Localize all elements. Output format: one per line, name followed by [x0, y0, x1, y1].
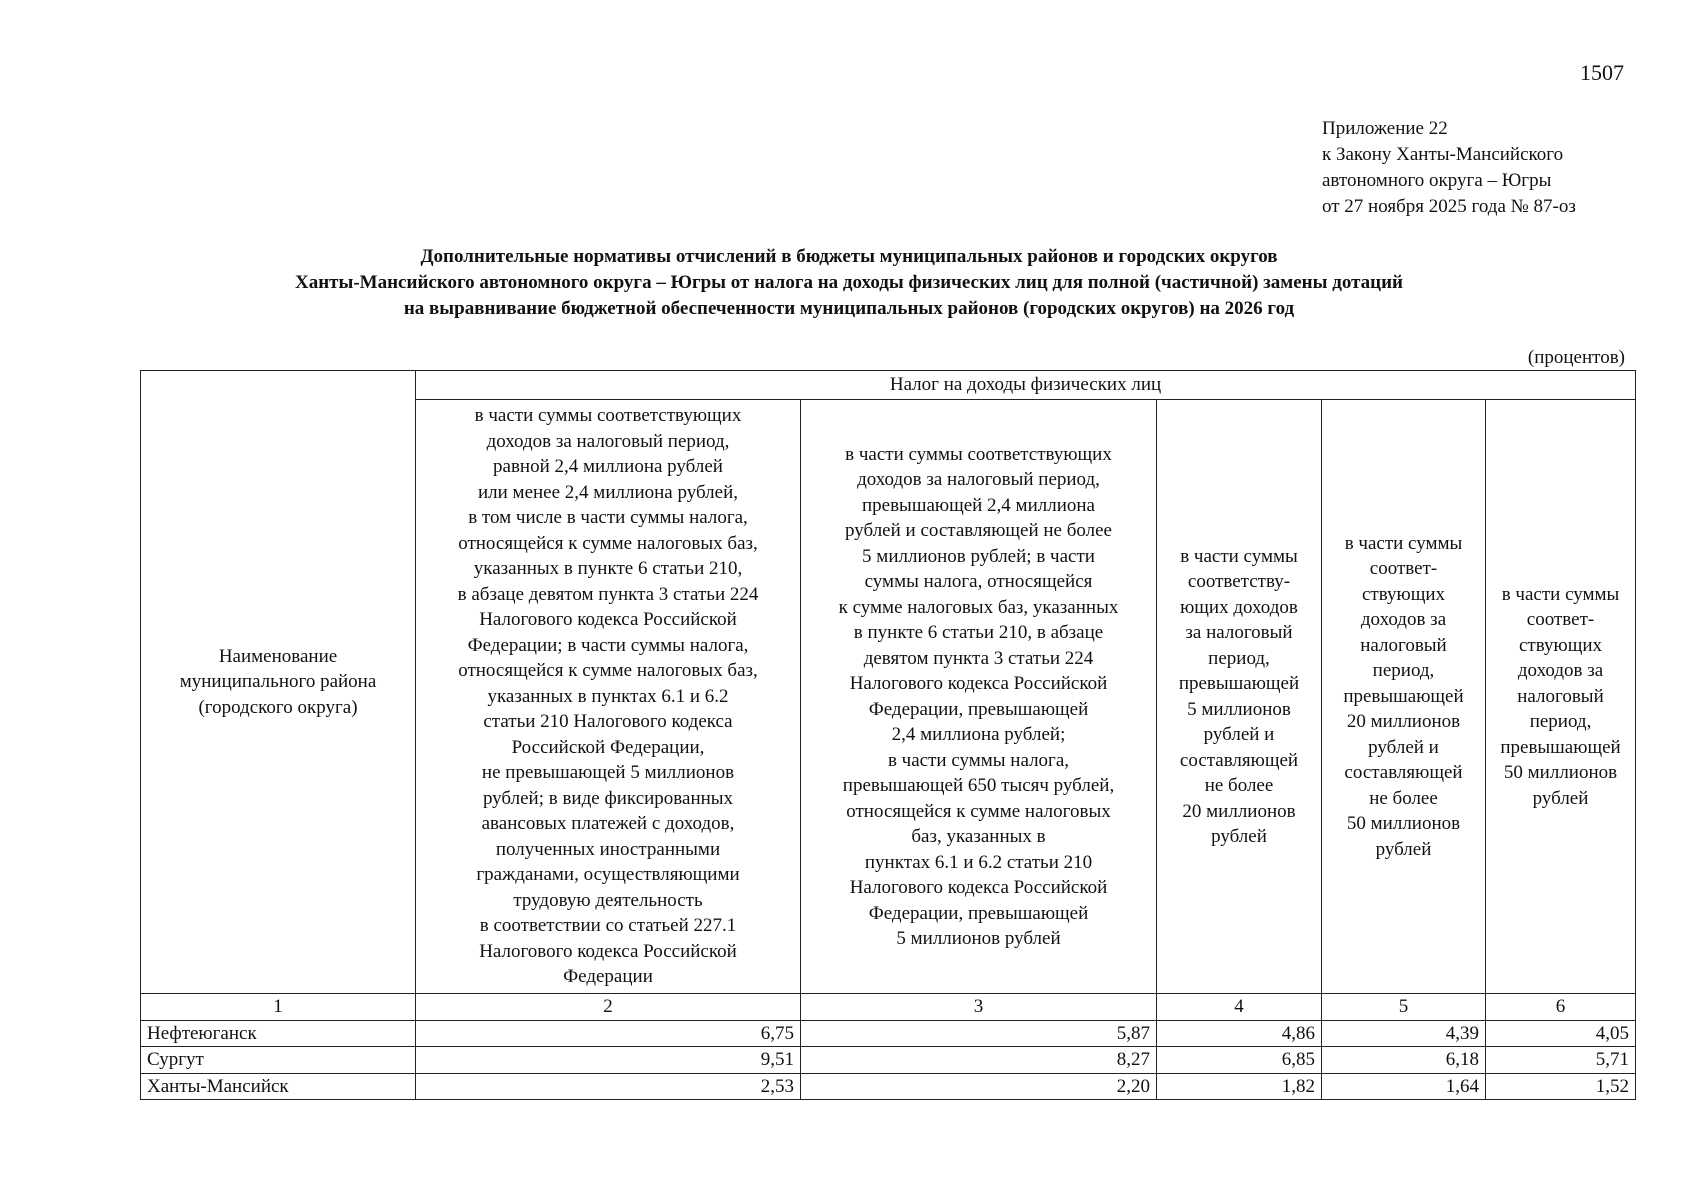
rate-value: 2,53: [416, 1073, 801, 1100]
units-label: (процентов): [1527, 347, 1625, 368]
column-header-4: в части суммы соответству- ющих доходов за налоговый период, превышающей 5 миллионов рублей и составляющей не более 20 миллионов рублей: [1157, 400, 1322, 994]
column-number: 2: [416, 994, 801, 1021]
appendix-line: Приложение 22: [1322, 118, 1448, 139]
rate-value: 6,75: [416, 1020, 801, 1047]
rate-value: 4,05: [1486, 1020, 1636, 1047]
rate-value: 1,82: [1157, 1073, 1322, 1100]
rate-value: 2,20: [801, 1073, 1157, 1100]
appendix-line: от 27 ноября 2025 года № 87-оз: [1322, 196, 1576, 217]
appendix-line: автономного округа – Югры: [1322, 170, 1552, 191]
column-number: 1: [141, 994, 416, 1021]
rate-value: 9,51: [416, 1047, 801, 1074]
header-row: [141, 371, 1636, 400]
municipality-name: Ханты-Мансийск: [141, 1073, 416, 1100]
municipality-name: Нефтеюганск: [141, 1020, 416, 1047]
page-number: 1507: [1580, 60, 1624, 85]
rate-value: 5,87: [801, 1020, 1157, 1047]
rate-value: 1,64: [1322, 1073, 1486, 1100]
rate-value: 8,27: [801, 1047, 1157, 1074]
column-number: 4: [1157, 994, 1322, 1021]
column-number: 6: [1486, 994, 1636, 1021]
tax-group-header: Налог на доходы физических лиц: [416, 371, 1636, 400]
column-number-row: [141, 994, 1636, 1021]
norms-table: [140, 370, 1636, 1100]
municipality-name-header: Наименование муниципального района (городского округа): [141, 371, 416, 994]
table-row: [141, 1047, 1636, 1074]
rate-value: 4,86: [1157, 1020, 1322, 1047]
rate-value: 4,39: [1322, 1020, 1486, 1047]
municipality-name: Сургут: [141, 1047, 416, 1074]
rate-value: 1,52: [1486, 1073, 1636, 1100]
rate-value: 5,71: [1486, 1047, 1636, 1074]
appendix-line: к Закону Ханты-Мансийского: [1322, 144, 1564, 165]
column-number: 5: [1322, 994, 1486, 1021]
table-row: [141, 1020, 1636, 1047]
column-header-6: в части суммы соответ- ствующих доходов за налоговый период, превышающей 50 миллионов рублей: [1486, 400, 1636, 994]
title-line: на выравнивание бюджетной обеспеченности муниципальных районов (городских округов) на 2026 год: [403, 298, 1295, 319]
column-header-3: в части суммы соответствующих доходов за налоговый период, превышающей 2,4 миллиона рублей и составляющей не более 5 миллионов рублей; в части суммы налога, относящейся к сумме налоговых баз, указанных в пункте 6 статьи 210, в абзаце девятом пункта 3 статьи 224 Налогового кодекса Российской Федерации, превышающей 2,4 миллиона рублей; в части суммы налога, превышающей 650 тысяч рублей, относящейся к сумме налоговых баз, указанных в пунктах 6.1 и 6.2 статьи 210 Налогового кодекса Российской Федерации, превышающей 5 миллионов рублей: [801, 400, 1157, 994]
column-header-5: в части суммы соответ- ствующих доходов за налоговый период, превышающей 20 миллионов рублей и составляющей не более 50 миллионов рублей: [1322, 400, 1486, 994]
column-header-2: в части суммы соответствующих доходов за налоговый период, равной 2,4 миллиона рублей или менее 2,4 миллиона рублей, в том числе в части суммы налога, относящейся к сумме налоговых баз, указанных в пункте 6 статьи 210, в абзаце девятом пункта 3 статьи 224 Налогового кодекса Российской Федерации; в части суммы налога, относящейся к сумме налоговых баз, указанных в пунктах 6.1 и 6.2 статьи 210 Налогового кодекса Российской Федерации, не превышающей 5 миллионов рублей; в виде фиксированных авансовых платежей с доходов, полученных иностранными гражданами, осуществляющими трудовую деятельность в соответствии со статьей 227.1 Налогового кодекса Российской Федерации: [416, 400, 801, 994]
title-line: Ханты-Мансийского автономного округа – Югры от налога на доходы физических лиц для полной (частичной) замены дотаций: [295, 272, 1403, 293]
rate-value: 6,18: [1322, 1047, 1486, 1074]
title-line: Дополнительные нормативы отчислений в бюджеты муниципальных районов и городских округов: [420, 246, 1278, 267]
document-title: [0, 244, 1698, 322]
appendix-reference: [1322, 116, 1576, 220]
rate-value: 6,85: [1157, 1047, 1322, 1074]
table-row: [141, 1073, 1636, 1100]
column-number: 3: [801, 994, 1157, 1021]
